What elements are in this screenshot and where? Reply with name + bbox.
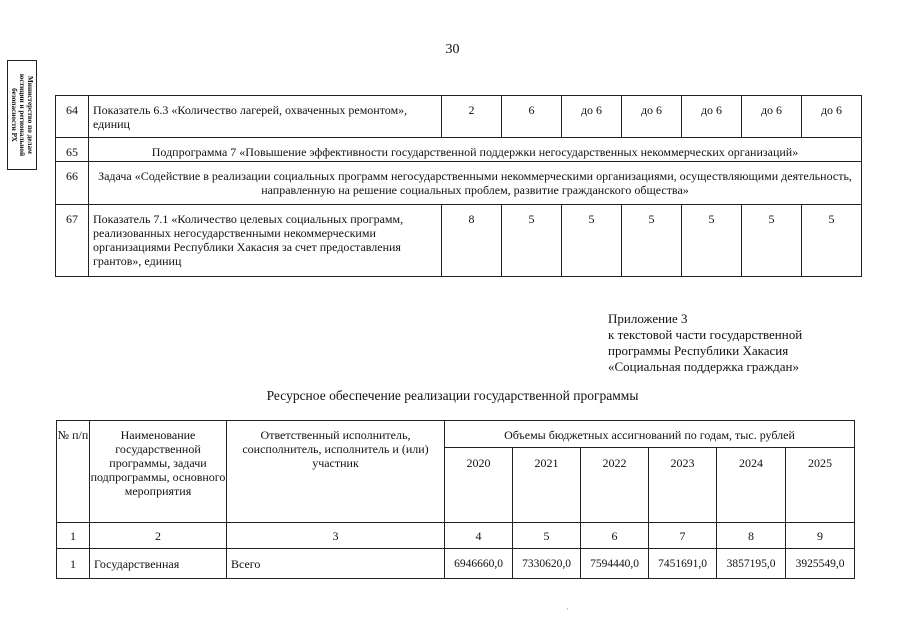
indicator-value: до 6	[562, 96, 622, 138]
stamp-line: юстиции и региональной	[18, 73, 26, 157]
column-index: 2	[90, 523, 227, 549]
column-index-row	[57, 523, 855, 549]
indicator-value: 8	[442, 205, 502, 277]
row-number: 1	[57, 549, 90, 579]
budget-value: 3857195,0	[717, 549, 786, 579]
indicator-value: 5	[802, 205, 862, 277]
table-row	[57, 549, 855, 579]
header-volumes: Объемы бюджетных ассигнований по годам, тыс. рублей	[445, 421, 855, 448]
appendix-line: программы Республики Хакасия	[608, 343, 789, 358]
indicator-value: 2	[442, 96, 502, 138]
indicator-value: 5	[742, 205, 802, 277]
indicator-value: 5	[622, 205, 682, 277]
header-year: 2021	[513, 448, 581, 523]
header-year: 2024	[717, 448, 786, 523]
appendix-line: к текстовой части государственной	[608, 327, 803, 342]
indicator-name: Показатель 6.3 «Количество лагерей, охваченных ремонтом», единиц	[89, 96, 442, 138]
table-row	[56, 138, 862, 162]
header-num: № п/п	[57, 421, 90, 523]
section-heading: Ресурсное обеспечение реализации государственной программы	[266, 388, 639, 403]
indicator-value: до 6	[682, 96, 742, 138]
stamp-line: Министерство по делам	[26, 76, 34, 154]
column-index: 6	[581, 523, 649, 549]
task-title: Задача «Содействие в реализации социальных программ негосударственными некоммерческими организациями, осуществляющими деятельность, направленную на решение социальных проблем, развитие гражданского общества»	[89, 162, 862, 205]
row-number: 67	[56, 205, 89, 277]
row-number: 65	[56, 138, 89, 162]
header-year: 2023	[649, 448, 717, 523]
table-row	[56, 162, 862, 205]
header-year: 2022	[581, 448, 649, 523]
header-responsible: Ответственный исполнитель, соисполнитель, исполнитель и (или) участник	[227, 421, 445, 523]
indicator-value: 5	[502, 205, 562, 277]
indicator-value: до 6	[622, 96, 682, 138]
column-index: 4	[445, 523, 513, 549]
header-row	[57, 421, 855, 448]
budget-value: 6946660,0	[445, 549, 513, 579]
table-row	[56, 96, 862, 138]
indicator-value: до 6	[742, 96, 802, 138]
table-row	[56, 205, 862, 277]
page-number: 30	[445, 42, 460, 57]
row-number: 66	[56, 162, 89, 205]
indicator-name: Показатель 7.1 «Количество целевых социальных программ, реализованных негосударственными некоммерческими организациями Республики Хакасия за счет предоставления грантов», единиц	[89, 205, 442, 277]
budget-value: 7451691,0	[649, 549, 717, 579]
indicator-value: 6	[502, 96, 562, 138]
appendix-caption	[608, 311, 848, 375]
responsible: Всего	[227, 549, 445, 579]
column-index: 3	[227, 523, 445, 549]
indicator-value: до 6	[802, 96, 862, 138]
budget-value: 7330620,0	[513, 549, 581, 579]
column-index: 7	[649, 523, 717, 549]
column-index: 9	[786, 523, 855, 549]
column-index: 5	[513, 523, 581, 549]
column-index: 1	[57, 523, 90, 549]
appendix-line: Приложение 3	[608, 311, 688, 326]
resource-table	[56, 420, 855, 579]
budget-value: 3925549,0	[786, 549, 855, 579]
indicators-table	[55, 95, 862, 277]
row-number: 64	[56, 96, 89, 138]
appendix-line: «Социальная поддержка граждан»	[608, 359, 799, 374]
program-name: Государственная	[90, 549, 227, 579]
stamp-line: безопасности РХ	[10, 88, 18, 142]
scan-mark: ·	[566, 604, 569, 614]
indicator-value: 5	[562, 205, 622, 277]
header-year: 2020	[445, 448, 513, 523]
stamp-text	[10, 63, 34, 167]
registration-stamp	[7, 60, 37, 170]
indicator-value: 5	[682, 205, 742, 277]
subprogram-title: Подпрограмма 7 «Повышение эффективности государственной поддержки негосударственных некоммерческих организаций»	[89, 138, 862, 162]
column-index: 8	[717, 523, 786, 549]
header-name: Наименование государственной программы, задачи подпрограммы, основного мероприятия	[90, 421, 227, 523]
header-year: 2025	[786, 448, 855, 523]
budget-value: 7594440,0	[581, 549, 649, 579]
